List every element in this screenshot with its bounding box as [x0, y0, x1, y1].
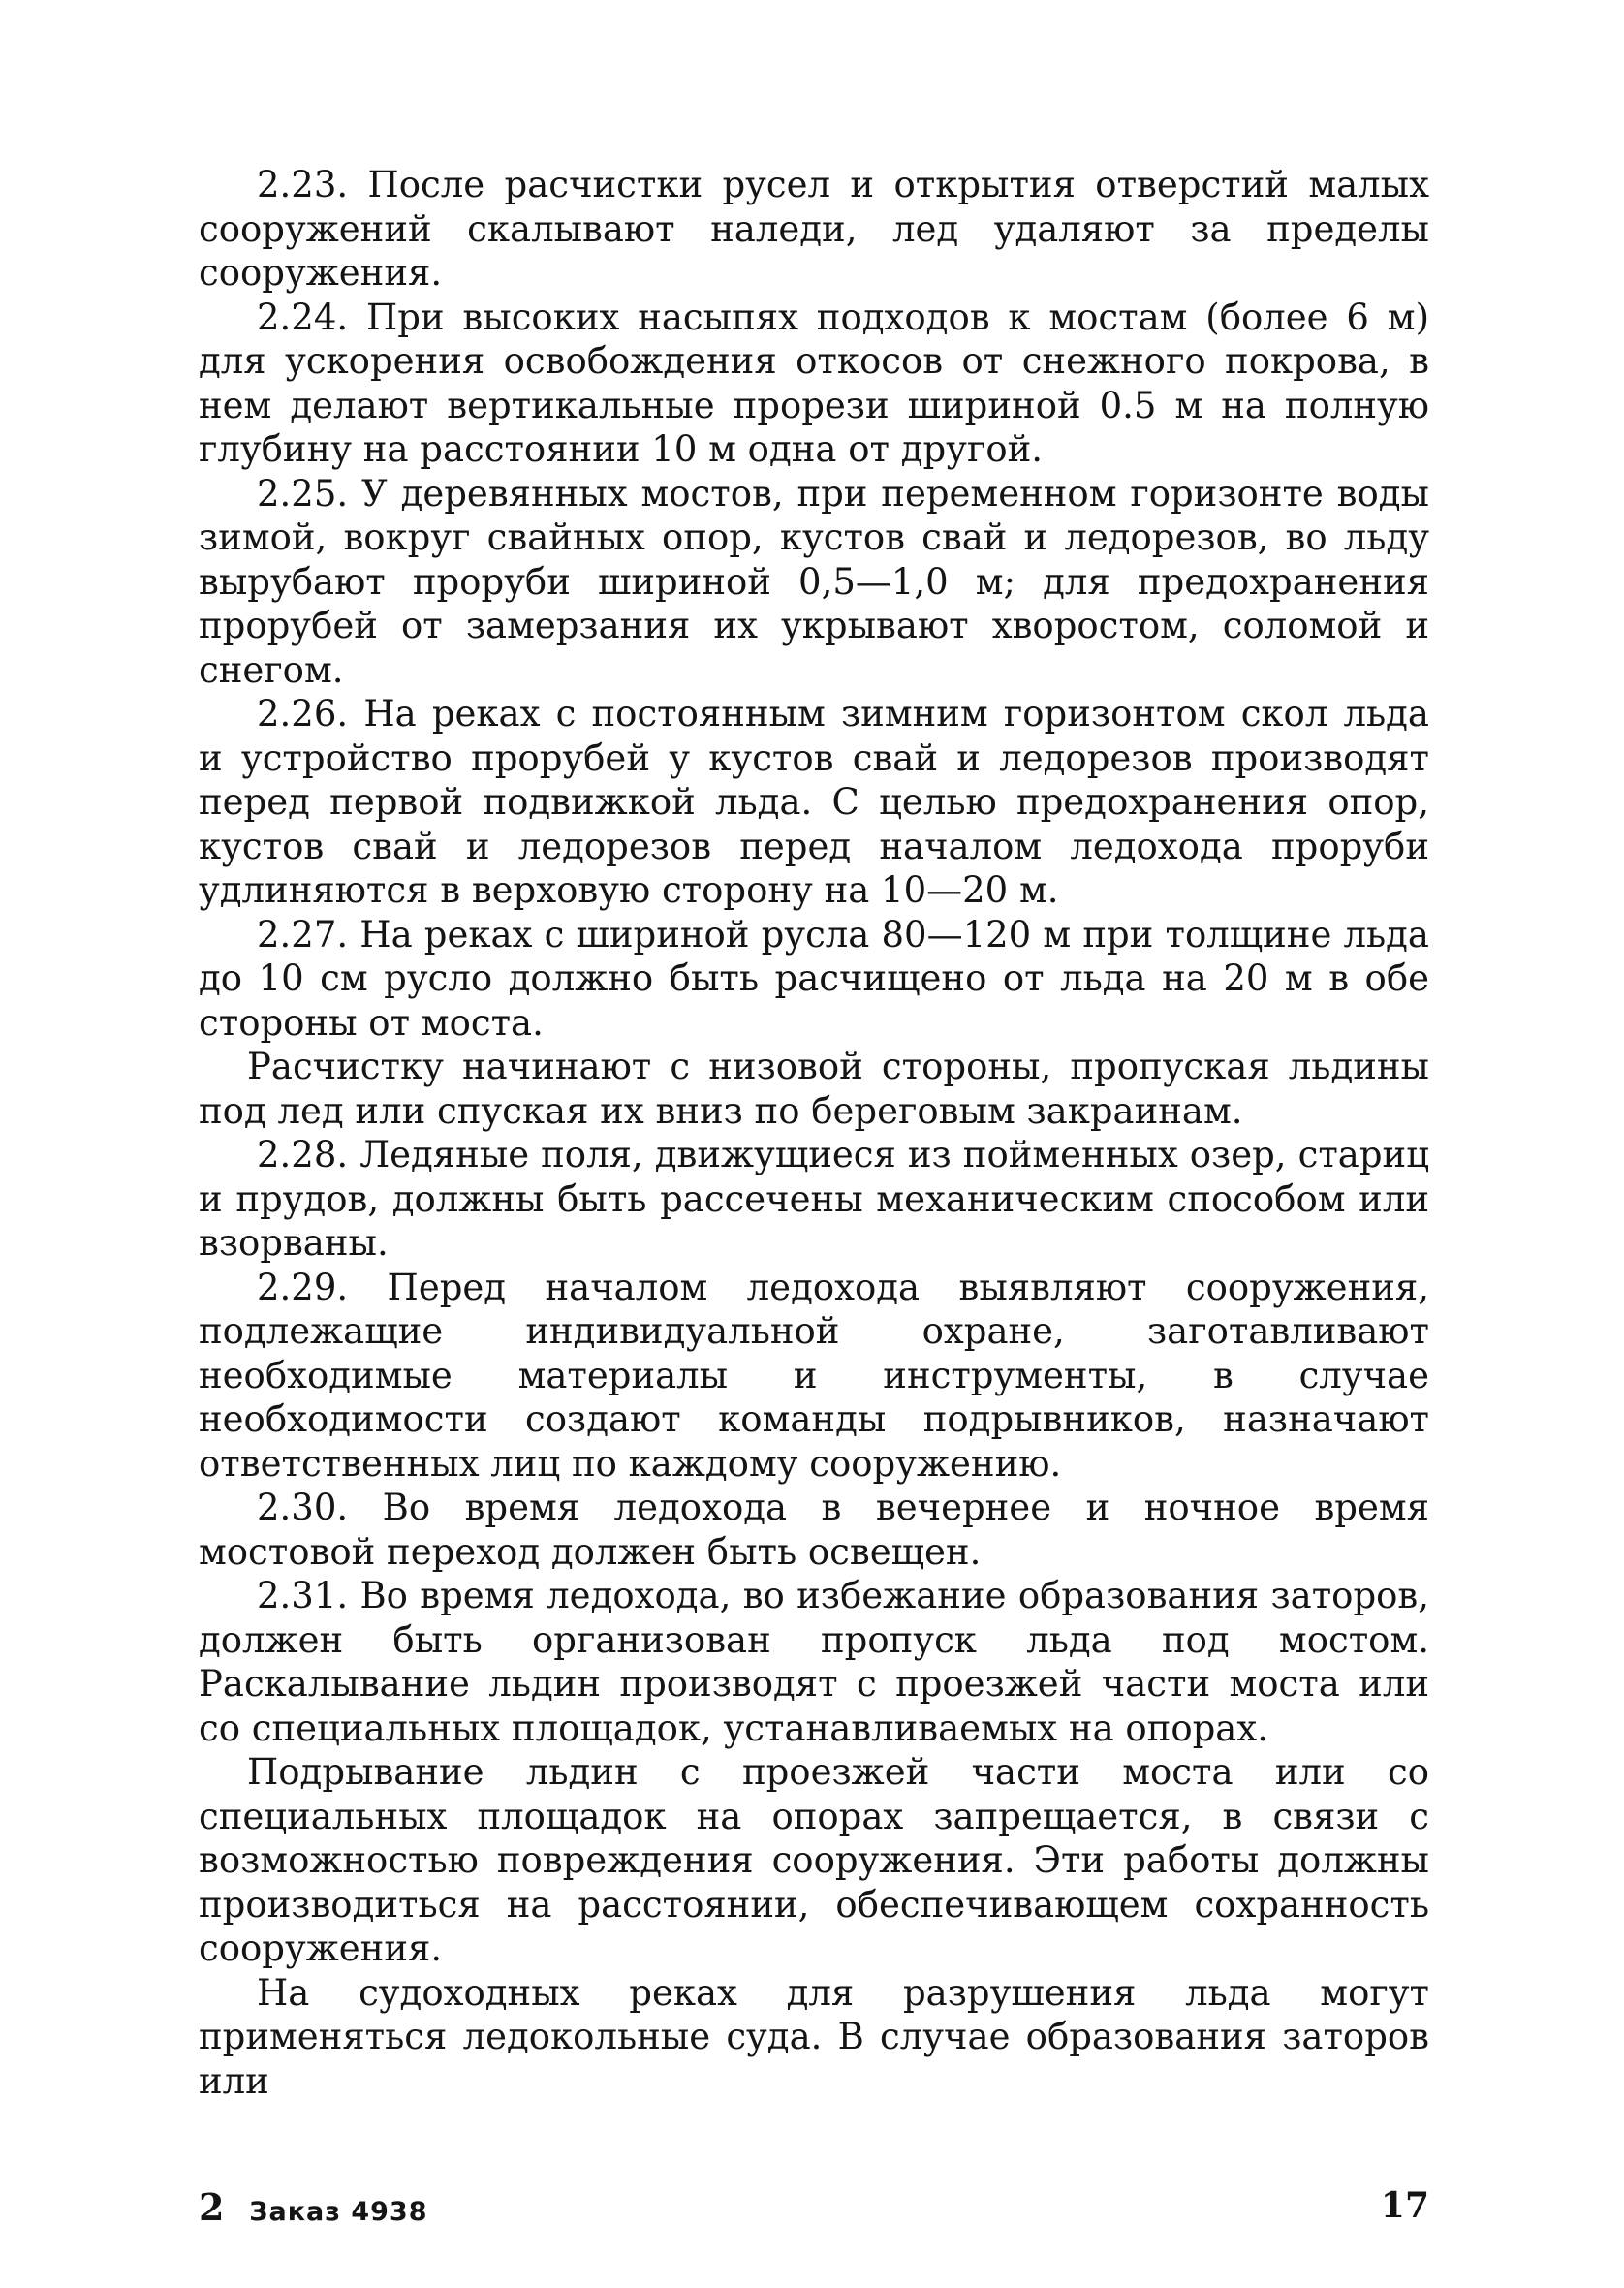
paragraph-2-23: 2.23. После расчистки русел и открытия отверстий малых сооружений скалывают наледи, лед удаляют за пределы сооружения.	[199, 164, 1429, 294]
paragraph-2-26: 2.26. На реках с постоянным зимним горизонтом скол льда и устройство прорубей у кустов свай и ледорезов производят перед первой подвижкой льда. С целью предохранения опор, кустов свай и ледорезов перед началом ледохода проруби удлиняются в верховую сторону на 10—20 м.	[199, 693, 1429, 911]
paragraph-2-27: 2.27. На реках с шириной русла 80—120 м при толщине льда до 10 см русло должно быть расчищено от льда на 20 м в обе стороны от моста.	[199, 913, 1429, 1044]
paragraph-2-31: 2.31. Во время ледохода, во избежание образования заторов, должен быть организован пропуск льда под мостом. Раскалывание льдин производят с проезжей части моста или со специальных площадок, устанавливаемых на опорах.	[199, 1575, 1429, 1749]
page-footer	[199, 2185, 1429, 2234]
order-label: Заказ 4938	[249, 2197, 428, 2227]
paragraph-2-27-continued: Расчистку начинают с низовой стороны, пропуская льдины под лед или спуская их вниз по береговым закраинам.	[199, 1046, 1429, 1132]
paragraph-2-25: 2.25. У деревянных мостов, при переменном горизонте воды зимой, вокруг свайных опор, кустов свай и ледорезов, во льду вырубают проруби шириной 0,5—1,0 м; для предохранения прорубей от замерзания их укрывают хворостом, соломой и снегом.	[199, 472, 1429, 691]
signature-number: 2	[199, 2185, 225, 2229]
paragraph-2-31-continued: Подрывание льдин с проезжей части моста или со специальных площадок на опорах запрещается, в связи с возможностью повреждения сооружения. Эти работы должны производиться на расстоянии, обеспечивающем сохранность сооружения.	[199, 1751, 1429, 1969]
paragraph-2-30: 2.30. Во время ледохода в вечернее и ночное время мостовой переход должен быть освещен.	[199, 1487, 1429, 1573]
printer-signature	[199, 2185, 427, 2229]
page-number: 17	[1380, 2185, 1429, 2226]
paragraph-2-28: 2.28. Ледяные поля, движущиеся из пойменных озер, стариц и прудов, должны быть рассечены механическим способом или взорваны.	[199, 1134, 1429, 1264]
paragraph-2-29: 2.29. Перед началом ледохода выявляют сооружения, подлежащие индивидуальной охране, заготавливают необходимые материалы и инструменты, в случае необходимости создают команды подрывников, назначают ответственных лиц по каждому сооружению.	[199, 1266, 1429, 1485]
paragraph-2-24: 2.24. При высоких насыпях подходов к мостам (более 6 м) для ускорения освобождения откосов от снежного покрова, в нем делают вертикальные прорези шириной 0.5 м на полную глубину на расстоянии 10 м одна от другой.	[199, 296, 1429, 470]
paragraph-2-31-final: На судоходных реках для разрушения льда могут применяться ледокольные суда. В случае образования заторов или	[199, 1971, 1429, 2102]
body-text	[199, 163, 1429, 2103]
